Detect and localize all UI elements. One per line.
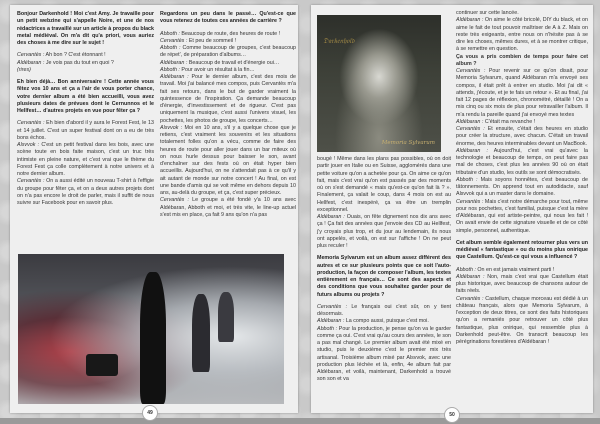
speaker-name: Aldébaran : <box>456 273 485 280</box>
answer-text: Pour le dernier album, c'est des mois de travail. Moi j'ai balancé mes compos, puis Cervantès m'a fait ses retours, dans le but de garder vraiment la quintessence de l'inspiration. Ça demande beaucoup d'énergie, d'investissement et de rigueur. C'est pas uniquement la musique, c'est aussi l'univers visuel, les pochettes, les photos de groupe, les concerts… <box>160 74 296 124</box>
speaker-name: Aldébaran : <box>317 214 345 220</box>
interview-answer <box>17 60 154 67</box>
speaker-name: Aldébaran : <box>456 118 484 125</box>
bottom-band <box>0 418 600 424</box>
page-number: 50 <box>444 407 460 423</box>
speaker-name: Abboth : <box>456 176 478 183</box>
answer-text: Castellum, chaque morceau est dédié à un château français, alors que Memoria Sylvarum, à l'exception de deux titres, ce sont des faits historiques qu'on a remaniés pour retrouver un côté plus fantastique, plus onirique, qui ressemble plus à Darkenhold peut-être. On transcrit beaucoup les pérégrinations forestières d'Aldébaran ! <box>456 295 589 345</box>
interview-question: Memoria Sylvarum est un album assez différent des autres et ce sur plusieurs points que ce soit l'auto-production, la façon de composer l'album, les textes entièrement en français… Ce sont des aspects et des conditions que vous souhaitez garder pour de futurs albums ou projets ? <box>317 255 451 298</box>
interview-question: Regardons un peu dans le passé… Qu'est-ce que vous retenez de toutes ces années de carrière ? <box>160 11 296 25</box>
speaker-name: Aldébaran : <box>17 59 45 66</box>
answer-text: On aime le côté bricolé, DIY du black, et on aime le fait de tout pouvoir maîtriser de A à Z. Mais on reste très exigeants, entre nous on n'hésite pas à se dire les choses, mêmes dures, et à se montrer critique, à se remettre en question. <box>456 17 588 53</box>
interview-answer <box>160 38 296 45</box>
interview-answer <box>160 197 296 219</box>
speaker-name: Cervantès : <box>317 303 348 310</box>
interview-question: Ça vous a pris combien de temps pour faire cet album ? <box>456 53 588 67</box>
answer-text: On en est jamais vraiment parti ! <box>475 266 555 273</box>
interview-answer <box>456 177 588 199</box>
speaker-name: Abboth : <box>160 30 180 37</box>
interview-answer <box>160 60 296 67</box>
speaker-name: Cervantès : <box>456 198 484 205</box>
speaker-name: Cervantès : <box>17 178 45 185</box>
speaker-name: Cervantès : <box>456 68 486 74</box>
answer-text: Et peu de sommeil ! <box>187 37 237 44</box>
interview-answer <box>317 326 451 384</box>
interview-answer <box>160 45 296 60</box>
answer-text: Pour revenir sur ce qu'on disait, pour Memoria Sylvarum, quand Aldébaran m'a envoyé ses compos, il était prêt à entrer en studio. Moi j'ai dit « attends, j'écoute, et je te fais un retour ». Et au final, j'ai fait 12 pages de réflexion, chronométré, détaillé ! On a mis cinq ou six mois de plus pour retravailler l'album. Il m'a rendu la pareille quand j'ai envoyé mes textes <box>456 68 588 118</box>
speaker-name: Abboth : <box>456 266 476 273</box>
answer-text: Ah bon ? C'est étonnant ! <box>44 52 106 59</box>
interview-question: Bonjour Darkenhold ! Moi c'est Amy. Je travaille pour un petit webzine qui s'appelle Noire, et une de nos rédactrices a travaillé sur un article à propos du black metal médiéval. On m'a dit qu'a priori, vous auriez des choses à me dire sur le sujet ! <box>17 11 154 46</box>
speaker-name: Aldébaran : <box>317 318 345 325</box>
interview-question: Cet album semble également retourner plus vers un médiéval « fantastique » ou du moins plus onirique que Castellum. Qu'est-ce qui vous a influencé ? <box>456 239 588 261</box>
interview-answer <box>17 120 154 142</box>
speaker-name: Cervantès : <box>17 120 45 127</box>
answer-text: C'était ma revanche ! <box>483 118 536 125</box>
answer-text: Beaucoup de route, des heures de route ! <box>179 30 281 37</box>
answer-text: Mais c'est notre démarche pour tout, même pour nos pochettes, c'est familial, puisque c'est la mère d'Aldébaran, qui est artiste-peintre, qui nous les fait ! On avait envie de cette signature visuelle et de ce côté simple, personnel, authentique. <box>456 198 588 234</box>
interview-answer <box>456 199 588 235</box>
guitarist-silhouette <box>192 294 210 372</box>
interview-answer <box>160 31 296 38</box>
interview-answer <box>17 52 154 59</box>
speaker-name: Cervantès : <box>17 52 45 59</box>
interview-answer <box>160 67 296 74</box>
answer-text: Moi en 10 ans, s'il y a quelque chose que je retiens, c'est vraiment les souvenirs et les situations totalement folles qu'on a vécu, comme de faire des heures de route pour aller jouer dans un bar miteux où on nous hurle dessus pour baisser le son, avant d'enchaîner sur des fests où on était hyper bien accueillis. Aujourd'hui, on ne s'attendait pas à ce qu'il y ait autant de monde sur notre concert ! Au final, on est une bande d'amis qui se voit même en dehors depuis 10 ans, au-delà du groupe, et ça, c'est super précieux. <box>160 124 296 196</box>
speaker-name: Abboth : <box>160 45 181 51</box>
interview-answer <box>456 68 588 119</box>
interview-answer <box>317 214 451 250</box>
album-cover-image <box>317 15 441 152</box>
stage-note: (rires) <box>17 66 31 73</box>
interview-question: Eh bien déjà… Bon anniversaire ! Cette année vous fêtez vos 10 ans et ça a l'air de vous porter chance, votre dernier album a été bien accueilli, vous avez plusieurs dates de prévues dont le Cernunnos et le Hellfest… d'autres projets en vue pour fêter ça ? <box>17 79 154 114</box>
answer-text: Mais soyons honnêtes, c'est beaucoup de tâtonnements. On apprend tout en autodidacte, sauf Alsvvok qui a un master dans le domaine. <box>456 176 588 198</box>
band-logo: 𝔇𝔞𝔯𝔨𝔢𝔫𝔥𝔬𝔩𝔡 <box>323 37 355 45</box>
guitarist-silhouette <box>218 292 234 342</box>
interview-answer <box>456 267 588 274</box>
interview-answer <box>456 10 588 17</box>
speaker-name: Alsvvok : <box>17 142 40 148</box>
answer-text: Ouais, on fête dignement nos dix ans avec ça ! Ça fait des années que j'envoie des CD au Hellfest, j'y croyais plus trop, et du jour au lendemain, ils nous ont appelés, et voilà, on est sur l'affiche ! On ne peut plus reculer ! <box>317 214 451 249</box>
interview-answer <box>17 142 154 178</box>
speaker-name: Aldébaran : <box>456 147 488 154</box>
speaker-name: Alsvvok : <box>160 124 183 131</box>
guitarist-silhouette <box>140 272 166 404</box>
answer-text: continuer sur cette lancée. <box>456 10 519 16</box>
interview-answer <box>160 125 296 198</box>
text-column-right <box>160 11 296 219</box>
interview-answer <box>456 126 588 148</box>
answer-text: Et ensuite, c'était des heures en studio pour créer la structure, avec chacun. C'était un travail énorme, des heures interminables devant un MacBook. <box>456 126 589 147</box>
interview-answer <box>456 274 588 296</box>
answer-text: bougé ! Même dans les plans pas possibles, où on doit partir jouer en Italie ou en Suisse, agglomérés dans une petite voiture qu'on a achetée pour ça. On aime ce qu'on fait, mais c'est vrai qu'on est passés par des moments où on s'est demandé « mais qu'est-ce qu'on fait là ? ». Finalement, ça valait le coup, dans 4 mois on est au Hellfest, c'est inespéré, ça va être un tremplin exceptionnel. <box>317 156 451 213</box>
answer-text: La compo aussi, puisque c'est moi. <box>344 318 429 325</box>
interview-answer <box>17 178 154 207</box>
answer-text: Le groupe a été fondé y'a 10 ans avec Aldébaran, Abboth et moi, et très vite, le line-up actuel s'est mis en place, ça fait 9 ans qu'on n'a pas <box>160 197 296 218</box>
answer-text: Beaucoup de travail et d'énergie oui… <box>187 59 280 66</box>
page-50 <box>311 5 593 418</box>
answer-text: Je vois pas du tout en quoi ? <box>44 59 114 66</box>
speaker-name: Aldébaran : <box>456 17 484 24</box>
page-number: 49 <box>142 405 158 421</box>
speaker-name: Cervantès : <box>456 126 485 132</box>
answer-text: Non, mais c'est vrai que Castellum était plus historique, avec beaucoup de chansons autour de faits réels. <box>456 273 588 295</box>
answer-text: Eh bien d'abord il y aura le Forest Fest, le 13 et 14 juillet. C'est un super festival dont on a eu de très bons échos. <box>17 120 155 141</box>
speaker-name: Cervantès : <box>160 197 189 204</box>
speaker-name: Cervantès : <box>160 37 188 44</box>
speaker-name: Abboth : <box>317 325 338 332</box>
text-column-left <box>17 11 154 207</box>
speaker-name: Aldébaran : <box>160 59 188 66</box>
answer-text: C'est un petit festival dans les bois, avec une scène toute en bois faite maison, c'est un truc très intimiste en pleine nature, et c'est vrai que le thème du Forest Fest ça colle complètement à notre univers et à notre dernier album. <box>17 142 154 177</box>
answer-text: Comme beaucoup de groupes, c'est beaucoup de répet', de préparation d'albums… <box>160 45 297 59</box>
answer-text: Pour avoir un résultat à la fin… <box>179 66 255 73</box>
answer-text: Le français oui c'est sûr, on y tient désormais. <box>317 303 451 317</box>
speaker-name: Abboth : <box>160 66 180 73</box>
interview-answer <box>456 148 588 177</box>
page-49 <box>10 5 298 416</box>
interview-answer <box>160 74 296 125</box>
answer-text: On a aussi édité un nouveau T-shirt à l'effigie du groupe pour fêter ça, et on a deux autres projets dont on n'a pas encore le droit de parler, mais il suffit de nous suivre sur Facebook pour en savoir plus. <box>17 178 155 206</box>
album-title-logo: Memoria Sylvarum <box>381 140 435 146</box>
answer-text: Aujourd'hui, c'est vrai qu'avec la technologie et beaucoup de temps, on peut faire pas mal de choses, c'est plus les années 90 où on était tributaire d'un studio, les outils se sont démocratisés. <box>456 147 588 176</box>
text-column-right <box>456 10 588 346</box>
answer-text: Pour la production, je pense qu'on va le garder comme ça oui. C'est vrai qu'au cours des années, le son a pas mal changé. Le premier album avait été mixé en studio, puis le deuxième c'est le premier mix très artisanal. Troisième album mixé par Alsvvok, avec une production plus léchée et là, enfin, 4e album fait par Aldébaran, et voilà, maintenant, Darkenhold a trouvé son son et va <box>317 325 452 383</box>
interview-answer <box>456 119 588 126</box>
interview-answer <box>317 156 451 214</box>
text-column-left <box>317 156 451 384</box>
interview-answer <box>456 296 588 347</box>
interview-answer <box>317 318 451 325</box>
speaker-monitor <box>86 354 118 376</box>
interview-answer <box>317 304 451 319</box>
speaker-name: Cervantès : <box>456 295 484 302</box>
interview-answer <box>456 17 588 53</box>
concert-photo <box>18 254 284 404</box>
speaker-name: Aldébaran : <box>160 74 189 80</box>
